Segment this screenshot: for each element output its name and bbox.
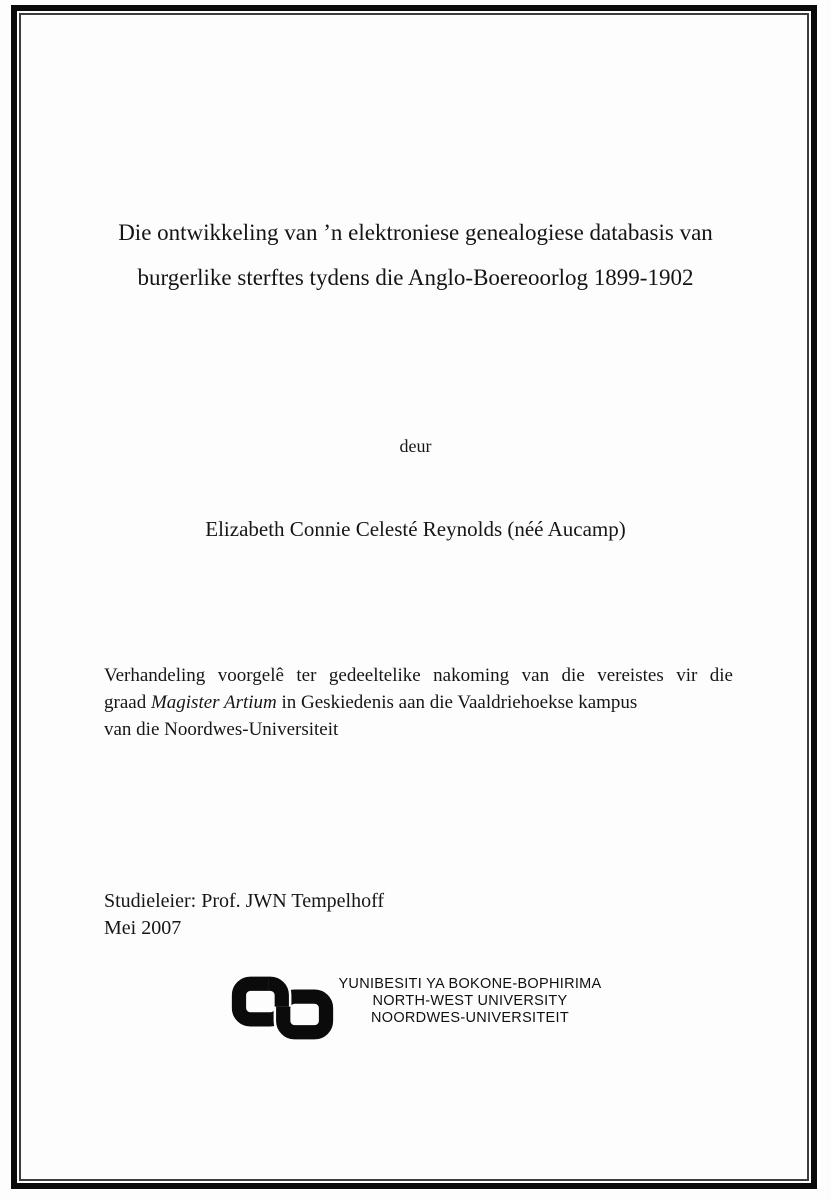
title-line-1: Die ontwikkeling van ’n elektroniese genealogiese databasis van [118, 220, 713, 245]
statement-line-3: van die Noordwes-Universiteit [104, 719, 339, 740]
logo-wordmark-line-2: NORTH-WEST UNIVERSITY [372, 992, 568, 1009]
date-line: Mei 2007 [104, 917, 182, 939]
supervisor-line: Studieleier: Prof. JWN Tempelhoff [104, 890, 385, 912]
title-line-2: burgerlike sterftes tydens die Anglo-Boereoorlog 1899-1902 [137, 265, 694, 290]
university-logo [0, 970, 831, 1046]
statement-line-2-post: in Geskiedenis aan die Vaaldriehoekse kampus [276, 692, 638, 713]
interlocked-links-logo-icon [229, 970, 336, 1046]
logo-wordmark-line-3: NOORDWES-UNIVERSITEIT [370, 1009, 569, 1026]
statement-line-2-pre: graad [104, 692, 151, 713]
logo-wordmark-line-1: YUNIBESITI YA BOKONE-BOPHIRIMA [338, 975, 602, 992]
degree-name-italic: Magister Artium [150, 692, 277, 713]
byline-label: deur [399, 436, 432, 456]
statement-line-2 [104, 689, 733, 716]
author-name: Elizabeth Connie Celesté Reynolds (néé Aucamp) [205, 517, 626, 541]
thesis-title [40, 210, 791, 300]
supervisor-block [104, 888, 384, 942]
statement-line-1: Verhandeling voorgelê ter gedeeltelike nakoming van die vereistes vir die [104, 665, 733, 686]
submission-statement [104, 662, 733, 743]
logo-wordmark [338, 976, 601, 1027]
